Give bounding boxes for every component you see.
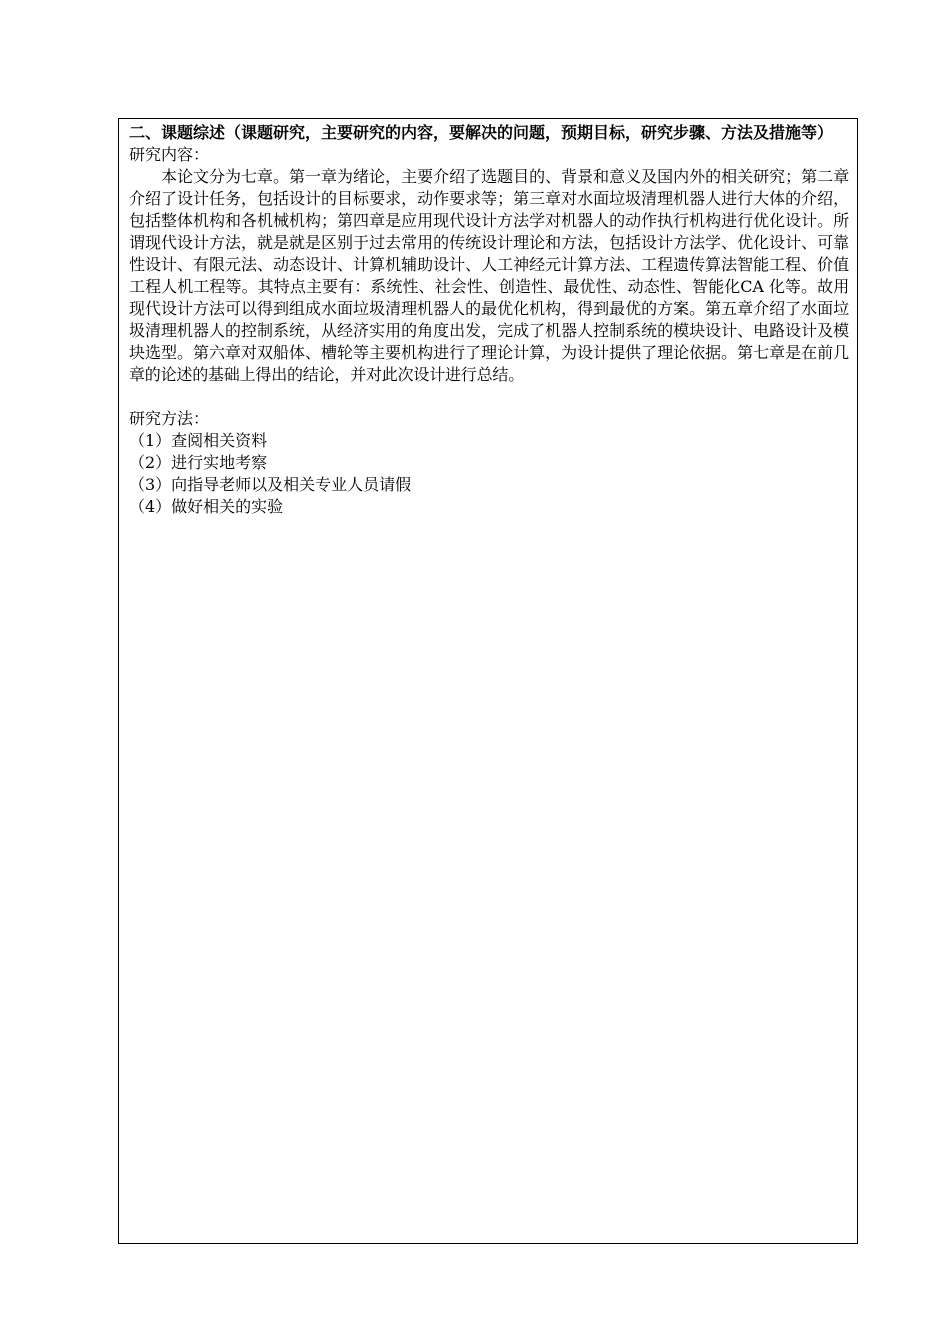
method-item: （4）做好相关的实验 [129, 497, 284, 516]
research-methods-list [129, 430, 849, 518]
method-item: （2）进行实地考察 [129, 453, 268, 472]
blank-line [129, 386, 849, 408]
section-content [129, 122, 849, 518]
research-content-paragraph: 本论文分为七章。第一章为绪论，主要介绍了选题目的、背景和意义及国内外的相关研究；第二章介绍了设计任务，包括设计的目标要求，动作要求等；第三章对水面垃圾清理机器人进行大体的介绍，包括整体机构和各机械机构；第四章是应用现代设计方法学对机器人的动作执行机构进行优化设计。所谓现代设计方法，就是就是区别于过去常用的传统设计理论和方法，包括设计方法学、优化设计、可靠性设计、有限元法、动态设计、计算机辅助设计、人工神经元计算方法、工程遗传算法智能工程、价值工程人机工程等。其特点主要有：系统性、社会性、创造性、最优性、动态性、智能化CA 化等。故用现代设计方法可以得到组成水面垃圾清理机器人的最优化机构，得到最优的方案。第五章介绍了水面垃圾清理机器人的控制系统，从经济实用的角度出发，完成了机器人控制系统的模块设计、电路设计及模块选型。第六章对双船体、槽轮等主要机构进行了理论计算，为设计提供了理论依据。第七章是在前几章的论述的基础上得出的结论，并对此次设计进行总结。 [129, 167, 849, 384]
form-table-cell [118, 118, 858, 1244]
method-item: （1）查阅相关资料 [129, 431, 268, 450]
research-methods-label: 研究方法： [129, 409, 210, 428]
research-content-label: 研究内容： [129, 145, 210, 164]
method-item: （3）向指导老师以及相关专业人员请假 [129, 475, 412, 494]
section-heading: 二、课题综述（课题研究，主要研究的内容，要解决的问题，预期目标，研究步骤、方法及措施等） [129, 123, 834, 142]
